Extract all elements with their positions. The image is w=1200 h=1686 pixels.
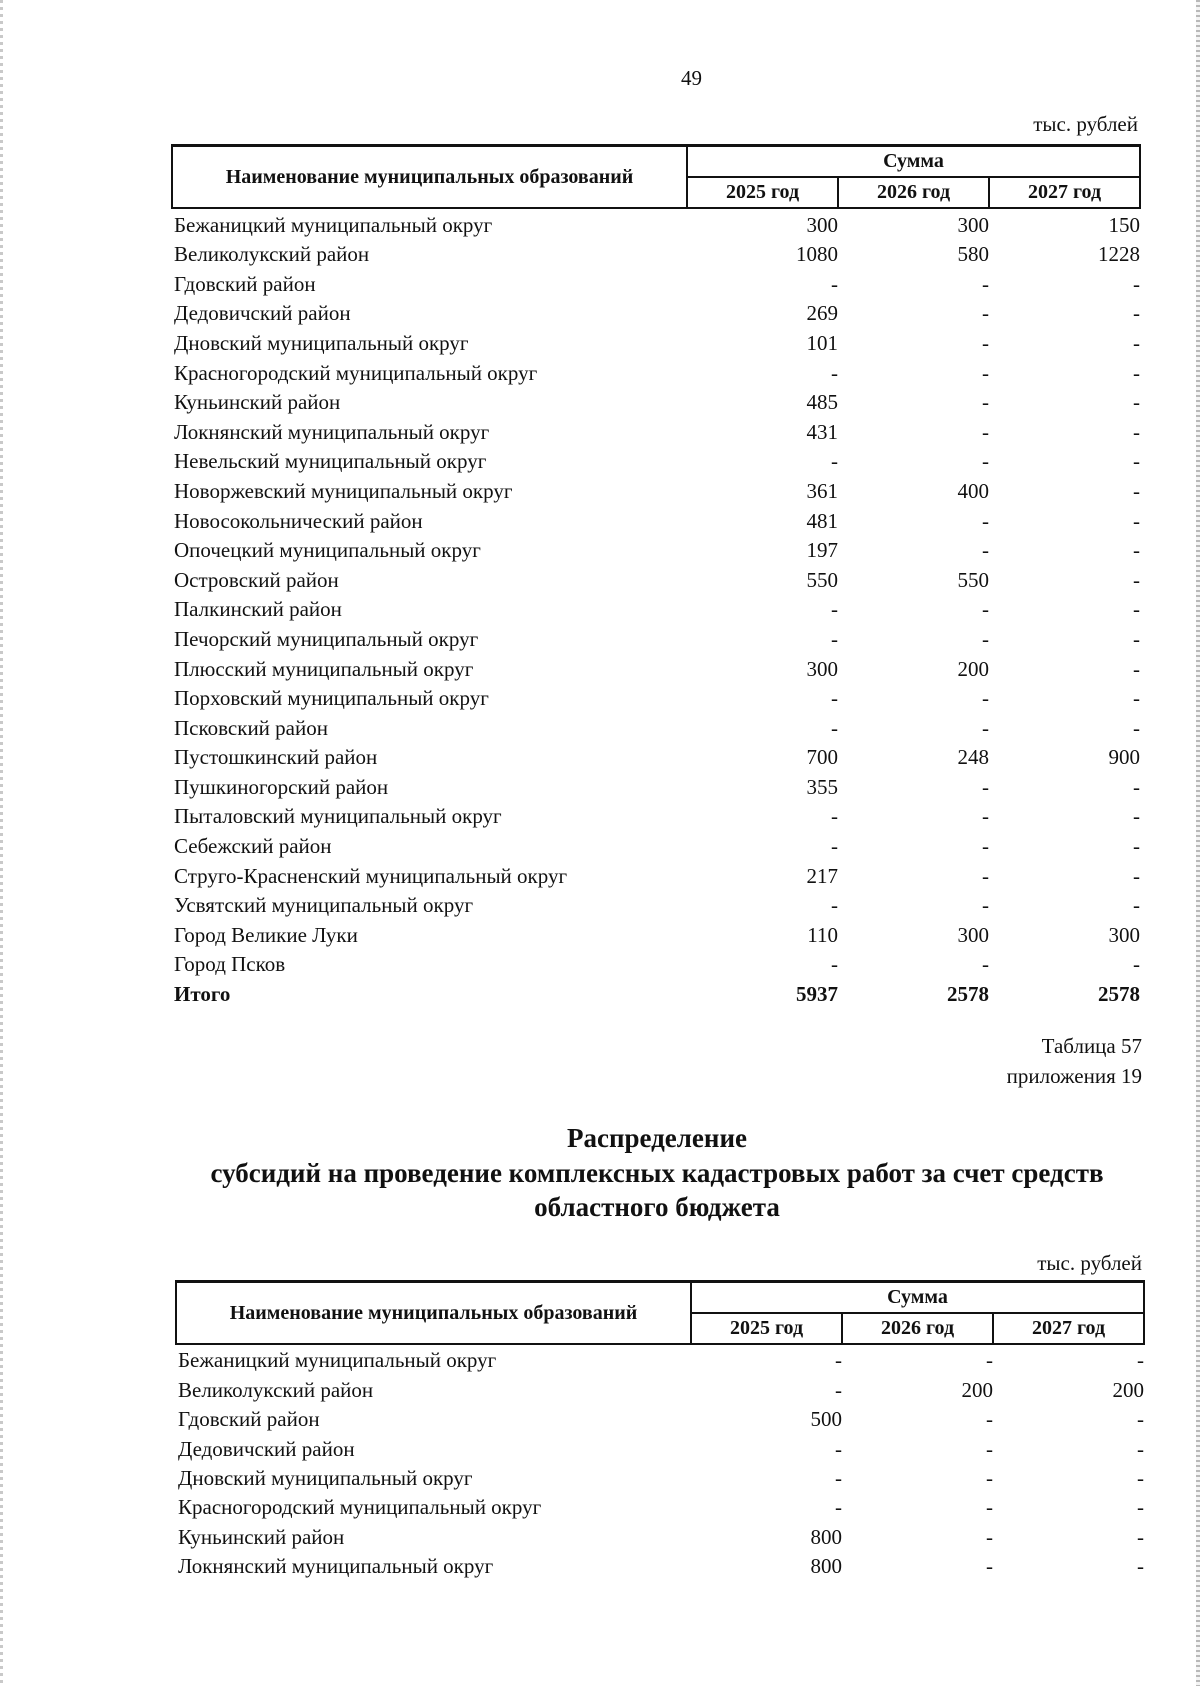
value-2026: 200 <box>961 1377 993 1402</box>
value-2025: - <box>835 1348 842 1373</box>
value-2025: 5937 <box>796 982 838 1007</box>
municipality-name: Локнянский муниципальный округ <box>174 419 490 444</box>
value-2025: 1080 <box>796 242 838 267</box>
value-2025: - <box>831 686 838 711</box>
table-row <box>172 860 1140 890</box>
municipality-name: Пустошкинский район <box>174 745 378 770</box>
municipality-name: Струго-Красненский муниципальный округ <box>174 863 568 888</box>
value-2026: 580 <box>957 242 989 267</box>
value-2026: 200 <box>957 656 989 681</box>
municipality-name: Великолукский район <box>174 242 370 267</box>
section-title-line3: областного бюджета <box>534 1192 780 1222</box>
municipality-name: Куньинский район <box>178 1524 345 1549</box>
header-year-2026: 2026 год <box>838 177 989 208</box>
municipality-name: Себежский район <box>174 834 332 859</box>
value-2027: - <box>1133 686 1141 711</box>
value-2027: - <box>1133 952 1141 977</box>
municipality-name: Великолукский район <box>178 1377 374 1402</box>
value-2025: 101 <box>806 330 838 355</box>
scan-edge-right <box>1196 0 1200 1686</box>
value-2025: - <box>835 1465 842 1490</box>
table-row <box>172 594 1140 624</box>
header-year-2027: 2027 год <box>989 177 1140 208</box>
value-2025: 550 <box>806 567 838 592</box>
table-row <box>172 949 1140 979</box>
value-2025: - <box>831 271 838 296</box>
value-2027: - <box>1133 271 1141 296</box>
value-2026: - <box>982 508 989 533</box>
table-row <box>172 416 1140 446</box>
municipality-name: Пушкиногорский район <box>174 774 389 799</box>
value-2025: - <box>831 449 838 474</box>
value-2025: - <box>835 1495 842 1520</box>
value-2027: - <box>1133 626 1141 651</box>
municipality-name: Город Великие Луки <box>174 922 358 947</box>
value-2027: - <box>1137 1524 1145 1549</box>
municipality-name: Невельский муниципальный округ <box>174 449 487 474</box>
value-2026: - <box>982 538 989 563</box>
table-row <box>172 564 1140 594</box>
value-2025: - <box>831 597 838 622</box>
value-2027: - <box>1133 390 1141 415</box>
table-row <box>176 1374 1144 1403</box>
municipality-name: Печорский муниципальный округ <box>174 626 479 651</box>
municipality-name: Дновский муниципальный округ <box>174 330 469 355</box>
value-2026: - <box>986 1495 993 1520</box>
header-sum: Сумма <box>687 146 1140 178</box>
value-2027: - <box>1133 478 1141 503</box>
value-2027: - <box>1137 1495 1145 1520</box>
value-2027: 1228 <box>1098 242 1141 267</box>
value-2026: - <box>982 390 989 415</box>
table-2-body <box>176 1344 1144 1580</box>
table-row <box>172 446 1140 476</box>
value-2027: - <box>1133 538 1141 563</box>
value-2026: - <box>986 1465 993 1490</box>
table-row <box>172 387 1140 417</box>
value-2027: - <box>1133 419 1141 444</box>
value-2027: - <box>1137 1407 1145 1432</box>
value-2025: - <box>835 1436 842 1461</box>
table-1 <box>171 144 1141 1008</box>
table-row <box>172 239 1140 269</box>
value-2027: - <box>1137 1465 1145 1490</box>
value-2027: 300 <box>1108 922 1141 947</box>
value-2027: - <box>1133 301 1141 326</box>
value-2026: - <box>982 360 989 385</box>
value-2025: 355 <box>806 774 838 799</box>
municipality-name: Новосокольнический район <box>174 508 423 533</box>
value-2025: 217 <box>806 863 838 888</box>
municipality-name: Дедовичский район <box>174 301 351 326</box>
municipality-name: Локнянский муниципальный округ <box>178 1554 494 1579</box>
value-2026: 300 <box>957 212 989 237</box>
value-2026: 300 <box>957 922 989 947</box>
header-year-2027: 2027 год <box>993 1313 1144 1344</box>
table-row <box>172 535 1140 565</box>
value-2027: - <box>1137 1554 1145 1579</box>
value-2026: - <box>982 863 989 888</box>
table-row <box>172 475 1140 505</box>
table-row <box>172 298 1140 328</box>
table-row <box>176 1463 1144 1492</box>
header-name: Наименование муниципальных образований <box>172 146 687 209</box>
value-2025: 197 <box>806 538 838 563</box>
table-row <box>172 357 1140 387</box>
value-2025: - <box>831 893 838 918</box>
value-2025: 110 <box>807 922 838 947</box>
value-2026: - <box>982 626 989 651</box>
value-2025: - <box>831 360 838 385</box>
value-2025: 481 <box>806 508 838 533</box>
value-2027: - <box>1133 834 1141 859</box>
value-2026: 248 <box>957 745 989 770</box>
municipality-name: Опочецкий муниципальный округ <box>174 538 481 563</box>
municipality-name: Пыталовский муниципальный округ <box>174 804 502 829</box>
units-label-table2: тыс. рублей <box>1037 1251 1142 1275</box>
value-2026: 2578 <box>947 982 989 1007</box>
municipality-name: Псковский район <box>174 715 328 740</box>
value-2025: 800 <box>810 1524 842 1549</box>
value-2026: - <box>986 1436 993 1461</box>
table-row <box>172 623 1140 653</box>
table-row <box>172 742 1140 772</box>
value-2027: - <box>1133 804 1141 829</box>
value-2026: - <box>986 1524 993 1549</box>
table-row <box>172 683 1140 713</box>
municipality-name: Красногородский муниципальный округ <box>178 1495 542 1520</box>
value-2027: - <box>1133 656 1141 681</box>
table-row <box>172 919 1140 949</box>
table-row <box>172 505 1140 535</box>
value-2025: - <box>831 834 838 859</box>
municipality-name: Гдовский район <box>178 1407 320 1432</box>
value-2025: 700 <box>806 745 838 770</box>
municipality-name: Итого <box>174 982 231 1007</box>
value-2025: - <box>831 804 838 829</box>
value-2027: - <box>1133 715 1141 740</box>
value-2027: 200 <box>1112 1377 1145 1402</box>
value-2025: - <box>835 1377 842 1402</box>
municipality-name: Дновский муниципальный округ <box>178 1465 473 1490</box>
value-2026: - <box>986 1407 993 1432</box>
value-2025: 800 <box>810 1554 842 1579</box>
table-row <box>176 1521 1144 1550</box>
value-2025: - <box>831 715 838 740</box>
table-row <box>172 712 1140 742</box>
value-2026: - <box>982 686 989 711</box>
municipality-name: Порховский муниципальный округ <box>174 686 489 711</box>
municipality-name: Гдовский район <box>174 271 316 296</box>
value-2027: - <box>1133 567 1141 592</box>
value-2025: 300 <box>806 656 838 681</box>
header-year-2025: 2025 год <box>687 177 838 208</box>
page-number: 49 <box>681 66 702 90</box>
table-row <box>176 1551 1144 1580</box>
value-2025: 269 <box>806 301 838 326</box>
table-row <box>172 327 1140 357</box>
value-2026: 400 <box>957 478 989 503</box>
units-label-table1: тыс. рублей <box>1033 112 1138 136</box>
value-2026: - <box>982 804 989 829</box>
municipality-name: Плюсский муниципальный округ <box>174 656 474 681</box>
value-2027: 150 <box>1108 212 1141 237</box>
table-row <box>172 653 1140 683</box>
table-row <box>172 801 1140 831</box>
total-row <box>172 978 1140 1008</box>
table-row <box>172 771 1140 801</box>
table-row <box>176 1344 1144 1374</box>
value-2026: - <box>982 774 989 799</box>
value-2026: - <box>982 271 989 296</box>
municipality-name: Новоржевский муниципальный округ <box>174 478 513 503</box>
value-2026: - <box>982 715 989 740</box>
municipality-name: Город Псков <box>174 952 286 977</box>
value-2025: 431 <box>806 419 838 444</box>
table-row <box>172 208 1140 239</box>
value-2026: - <box>982 597 989 622</box>
table-row <box>176 1492 1144 1521</box>
table-row <box>176 1404 1144 1433</box>
section-title-line2: субсидий на проведение комплексных кадастровых работ за счет средств <box>210 1158 1104 1188</box>
value-2026: 550 <box>957 567 989 592</box>
municipality-name: Куньинский район <box>174 390 341 415</box>
value-2026: - <box>982 449 989 474</box>
value-2025: - <box>831 626 838 651</box>
value-2026: - <box>982 834 989 859</box>
value-2026: - <box>982 419 989 444</box>
value-2027: 2578 <box>1098 982 1141 1007</box>
value-2027: - <box>1133 508 1141 533</box>
value-2027: - <box>1133 863 1141 888</box>
section-title-line1: Распределение <box>566 1123 748 1153</box>
value-2027: - <box>1133 774 1141 799</box>
value-2027: - <box>1133 597 1141 622</box>
value-2027: - <box>1137 1436 1145 1461</box>
municipality-name: Усвятский муниципальный округ <box>174 893 474 918</box>
value-2026: - <box>986 1348 993 1373</box>
table-1-body <box>172 208 1140 1008</box>
value-2027: - <box>1133 449 1141 474</box>
municipality-name: Красногородский муниципальный округ <box>174 360 538 385</box>
municipality-name: Островский район <box>174 567 339 592</box>
value-2027: - <box>1133 893 1141 918</box>
value-2025: 300 <box>806 212 838 237</box>
value-2027: - <box>1137 1348 1145 1373</box>
table-row <box>172 890 1140 920</box>
scan-edge-left <box>0 0 3 1686</box>
value-2027: - <box>1133 360 1141 385</box>
table-number-caption: Таблица 57 <box>1041 1034 1142 1058</box>
value-2026: - <box>982 893 989 918</box>
municipality-name: Дедовичский район <box>178 1436 355 1461</box>
value-2026: - <box>982 952 989 977</box>
value-2025: - <box>831 952 838 977</box>
value-2025: 500 <box>810 1407 842 1432</box>
table-2 <box>175 1280 1145 1580</box>
value-2026: - <box>982 301 989 326</box>
header-sum: Сумма <box>691 1282 1144 1314</box>
table-row <box>172 830 1140 860</box>
municipality-name: Бежаницкий муниципальный округ <box>174 212 493 237</box>
municipality-name: Палкинский район <box>174 597 342 622</box>
table-row <box>176 1433 1144 1462</box>
municipality-name: Бежаницкий муниципальный округ <box>178 1348 497 1373</box>
value-2026: - <box>986 1554 993 1579</box>
appendix-caption: приложения 19 <box>1006 1064 1142 1088</box>
table-row <box>172 268 1140 298</box>
header-year-2025: 2025 год <box>691 1313 842 1344</box>
value-2025: 485 <box>806 390 838 415</box>
value-2026: - <box>982 330 989 355</box>
header-year-2026: 2026 год <box>842 1313 993 1344</box>
value-2027: - <box>1133 330 1141 355</box>
value-2027: 900 <box>1108 745 1141 770</box>
header-name: Наименование муниципальных образований <box>176 1282 691 1345</box>
value-2025: 361 <box>806 478 838 503</box>
